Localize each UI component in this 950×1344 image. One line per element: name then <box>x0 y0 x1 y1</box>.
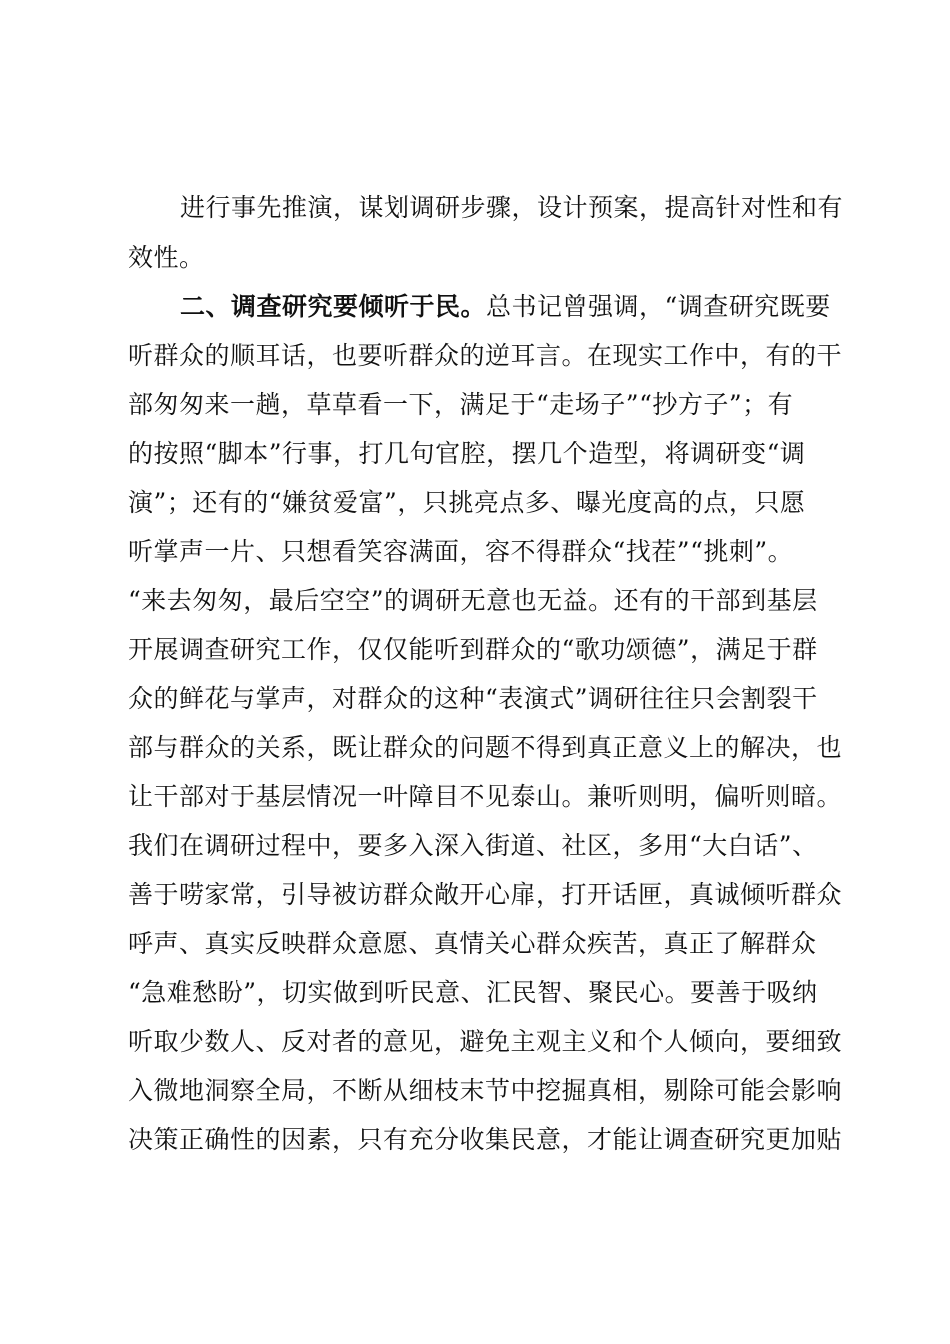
paragraph-2-line: 听掌声一片、只想看笑容满面，容不得群众“找茬”“挑刺”。 <box>128 537 794 566</box>
paragraph-2-line: 决策正确性的因素，只有充分收集民意，才能让调查研究更加贴 <box>128 1125 843 1154</box>
paragraph-1-line-2: 效性。 <box>128 243 205 272</box>
paragraph-2-line: 听取少数人、反对者的意见，避免主观主义和个人倾向，要细致 <box>128 1027 843 1056</box>
paragraph-2-line-1 <box>180 292 831 322</box>
paragraph-2-line: 众的鲜花与掌声，对群众的这种“表演式”调研往往只会割裂干 <box>128 684 818 713</box>
section-heading: 二、调查研究要倾听于民。 <box>180 292 487 321</box>
paragraph-2-line: 呼声、真实反映群众意愿、真情关心群众疾苦，真正了解群众 <box>128 929 817 958</box>
paragraph-2-line: 的按照“脚本”行事，打几句官腔，摆几个造型，将调研变“调 <box>128 439 806 468</box>
paragraph-2-line: 部与群众的关系，既让群众的问题不得到真正意义上的解决，也 <box>128 733 843 762</box>
paragraph-2-line: “来去匆匆，最后空空”的调研无意也无益。还有的干部到基层 <box>128 586 818 615</box>
paragraph-1-line-1: 进行事先推演，谋划调研步骤，设计预案，提高针对性和有 <box>180 193 844 222</box>
paragraph-2-line: “急难愁盼”，切实做到听民意、汇民智、聚民心。要善于吸纳 <box>128 978 818 1007</box>
paragraph-2-line: 演”；还有的“嫌贫爱富”，只挑亮点多、曝光度高的点，只愿 <box>128 488 806 517</box>
paragraph-2-line: 入微地洞察全局，不断从细枝末节中挖掘真相，剔除可能会影响 <box>128 1076 843 1105</box>
paragraph-2-line: 善于唠家常，引导被访群众敞开心扉，打开话匣，真诚倾听群众 <box>128 880 843 909</box>
paragraph-2-line: 听群众的顺耳话，也要听群众的逆耳言。在现实工作中，有的干 <box>128 341 843 370</box>
paragraph-2-line: 部匆匆来一趟，草草看一下，满足于“走场子”“抄方子”；有 <box>128 390 794 419</box>
paragraph-2-line: 让干部对于基层情况一叶障目不见泰山。兼听则明，偏听则暗。 <box>128 782 843 811</box>
paragraph-2-line: 开展调查研究工作，仅仅能听到群众的“歌功颂德”，满足于群 <box>128 635 818 664</box>
paragraph-2-intro: 总书记曾强调，“调查研究既要 <box>486 292 831 321</box>
paragraph-2-line: 我们在调研过程中，要多入深入街道、社区，多用“大白话”、 <box>128 831 818 860</box>
